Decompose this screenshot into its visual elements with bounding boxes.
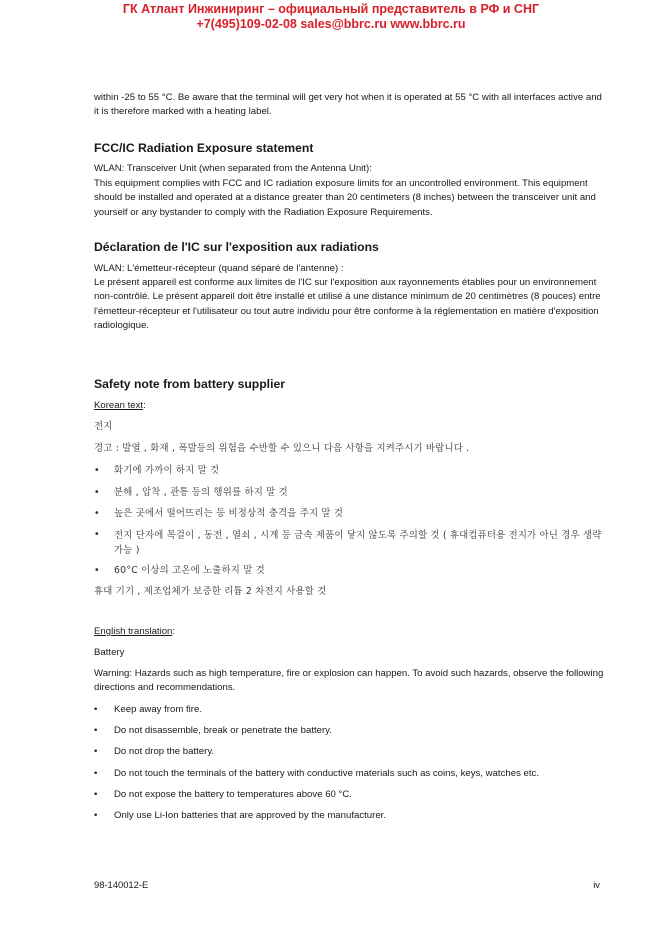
korean-label-colon: : (143, 400, 146, 411)
english-label-text: English translation (94, 626, 173, 637)
fcc-wlan-line: WLAN: Transceiver Unit (when separated from the Antenna Unit): (94, 163, 372, 174)
korean-label-text: Korean text (94, 400, 144, 411)
safety-heading: Safety note from battery supplier (94, 377, 285, 391)
ic-heading: Déclaration de l'IC sur l'exposition aux radiations (94, 240, 379, 254)
bullet: • (94, 529, 100, 540)
bullet: • (94, 508, 100, 519)
english-warning: Warning: Hazards such as high temperature, fire or explosion can happen. To avoid such hazards, observe the following directions and recommendations. (94, 668, 604, 694)
bullet: • (94, 810, 98, 821)
bullet: • (94, 565, 100, 576)
document-number: 98-140012-E (94, 879, 149, 890)
korean-warning: 경고 : 발열 , 화재 , 폭발등의 위험을 수반할 수 있으니 다음 사항을 지켜주시기 바랍니다 . (94, 443, 470, 454)
distributor-header (0, 2, 662, 32)
ic-wlan-line: WLAN: L'émetteur-récepteur (quand séparé de l'antenne) : (94, 263, 344, 274)
korean-title: 전지 (94, 421, 113, 432)
fcc-body: This equipment complies with FCC and IC radiation exposure limits for an uncontrolled environment. This equipment should be installed and operated at a distance greater than 20 centimeters (8 inches) between the transceiver unit and yourself or any bystander to comply with the Radiation Exposure Requirements. (94, 178, 596, 218)
bullet: • (94, 487, 100, 498)
bullet: • (94, 725, 98, 736)
bullet: • (94, 704, 98, 715)
intro-paragraph: within -25 to 55 °C. Be aware that the terminal will get very hot when it is operated at 55 °C with all interfaces active and it is therefore marked with a heating label. (94, 92, 602, 118)
bullet: • (94, 746, 98, 757)
fcc-heading: FCC/IC Radiation Exposure statement (94, 141, 314, 155)
english-label-colon: : (172, 626, 176, 637)
ic-body: Le présent appareil est conforme aux limites de l'IC sur l'exposition aux rayonnements établies pour un environnement non-contrôlé. Le présent appareil doit être installé et utilisé à une distance minimum de 20 centimètres (8 pouces) entre l'émetteur-récepteur et l'utilisateur ou tout autre individu pour être conforme à la réglementation en matière d'exposition radiologique. (94, 277, 601, 331)
distributor-name: ГК Атлант Инжиниринг – официальный представитель в РФ и СНГ (122, 2, 540, 16)
korean-text-label (94, 399, 606, 413)
bullet: • (94, 465, 100, 476)
page-number: iv (593, 879, 600, 890)
korean-footer: 휴대 기기 , 제조업체가 보증한 리튬 2 차전지 사용할 것 (94, 586, 327, 597)
english-title: Battery (94, 647, 125, 658)
english-translation-label (94, 625, 606, 639)
distributor-contacts: +7(495)109-02-08 sales@bbrc.ru www.bbrc.ru (196, 17, 466, 31)
bullet: • (94, 768, 98, 779)
bullet: • (94, 789, 98, 800)
